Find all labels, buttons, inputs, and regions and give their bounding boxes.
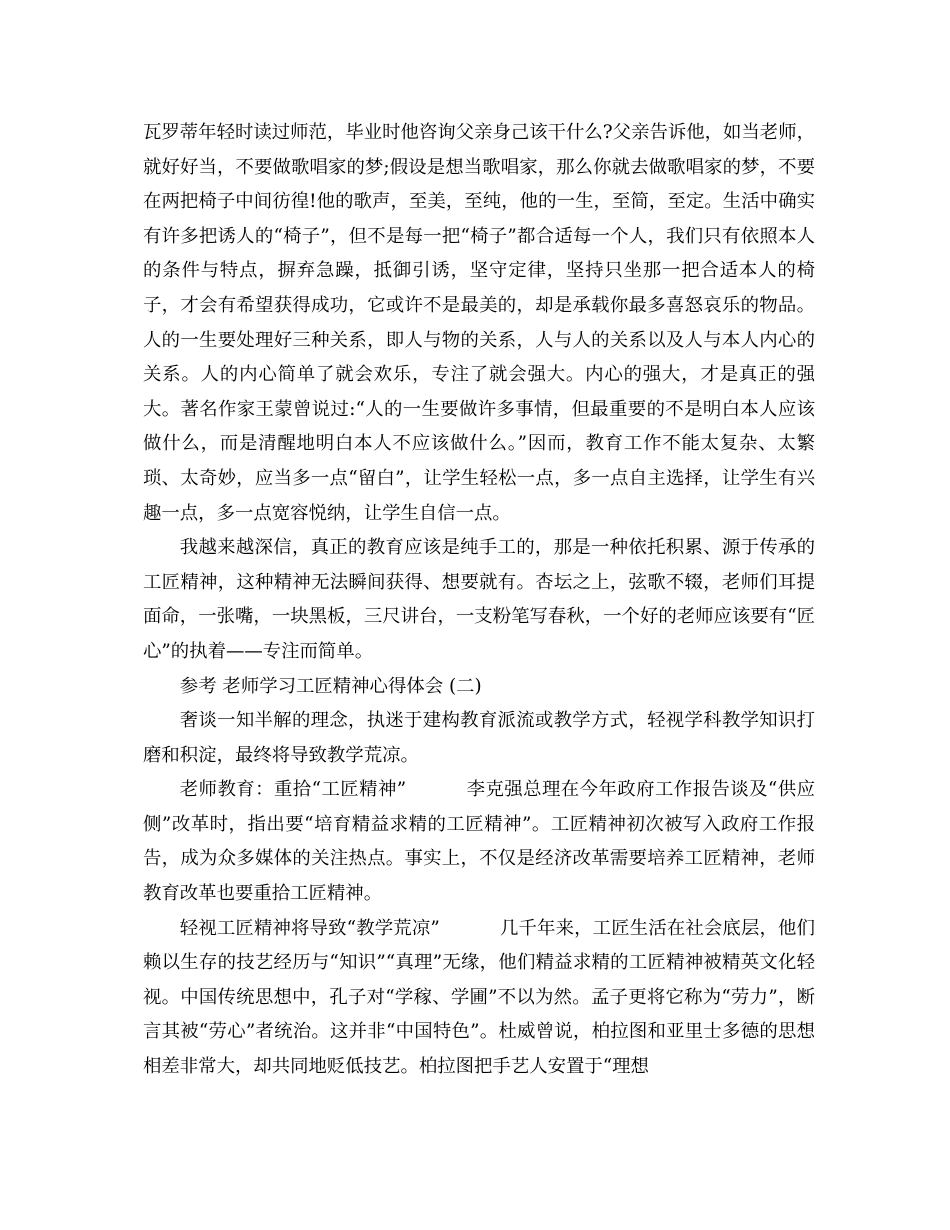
section-heading [143, 670, 815, 705]
paragraph-4 [143, 773, 815, 911]
paragraph-4-text: 李克强总理在今年政府工作报告谈及“供应侧”改革时，指出要“培育精益求精的工匠精神”。工匠精神初次被写入政府工作报告，成为众多媒体的关注热点。事实上，不仅是经济改革需要培养工匠精神，老师教育改革也要重拾工匠精神。 [143, 779, 815, 905]
paragraph-3 [143, 704, 815, 773]
paragraph-1-text: 瓦罗蒂年轻时读过师范，毕业时他咨询父亲身己该干什么?父亲告诉他，如当老师，就好好当，不要做歌唱家的梦;假设是想当歌唱家，那么你就去做歌唱家的梦，不要在两把椅子中间彷徨!他的歌声，至美，至纯，他的一生，至简，至定。生活中确实有许多把诱人的“椅子”，但不是每一把“椅子”都合适每一个人，我们只有依照本人的条件与特点，摒弃急躁，抵御引诱，坚守定律，坚持只坐那一把合适本人的椅子，才会有希望获得成功，它或许不是最美的，却是承载你最多喜怒哀乐的物品。人的一生要处理好三种关系，即人与物的关系，人与人的关系以及人与本人内心的关系。人的内心简单了就会欢乐，专注了就会强大。内心的强大，才是真正的强大。著名作家王蒙曾说过:“人的一生要做许多事情，但最重要的不是明白本人应该做什么，而是清醒地明白本人不应该做什么。”因而，教育工作不能太复杂、太繁琐、太奇妙，应当多一点“留白”，让学生轻松一点，多一点自主选择，让学生有兴趣一点，多一点宽容悦纳，让学生自信一点。 [143, 122, 815, 524]
paragraph-2 [143, 531, 815, 669]
paragraph-5-text: 几千年来，工匠生活在社会底层，他们赖以生存的技艺经历与“知识”“真理”无缘，他们精益求精的工匠精神被精英文化轻视。中国传统思想中，孔子对“学稼、学圃”不以为然。孟子更将它称为“劳力”，断言其被“劳心”者统治。这并非“中国特色”。杜威曾说，柏拉图和亚里士多德的思想相差非常大，却共同地贬低技艺。柏拉图把手艺人安置于“理想 [143, 917, 815, 1078]
document-body [143, 116, 815, 1085]
paragraph-1 [143, 116, 815, 531]
paragraph-2-text: 我越来越深信，真正的教育应该是纯手工的，那是一种依托积累、源于传承的工匠精神，这种精神无法瞬间获得、想要就有。杏坛之上，弦歌不辍，老师们耳提面命，一张嘴，一块黑板，三尺讲台，一支粉笔写春秋，一个好的老师应该要有“匠心”的执着——专注而简单。 [143, 537, 815, 662]
paragraph-5 [143, 912, 815, 1085]
paragraph-5-heading: 轻视工匠精神将导致“教学荒凉” [179, 917, 440, 939]
paragraph-4-heading: 老师教育：重拾“工匠精神” [179, 779, 407, 801]
paragraph-3-text: 奢谈一知半解的理念，执迷于建构教育派流或教学方式，轻视学科教学知识打磨和积淀，最终将导致教学荒凉。 [143, 710, 815, 766]
section-heading-text: 参考 老师学习工匠精神心得体会 (二) [179, 675, 482, 697]
